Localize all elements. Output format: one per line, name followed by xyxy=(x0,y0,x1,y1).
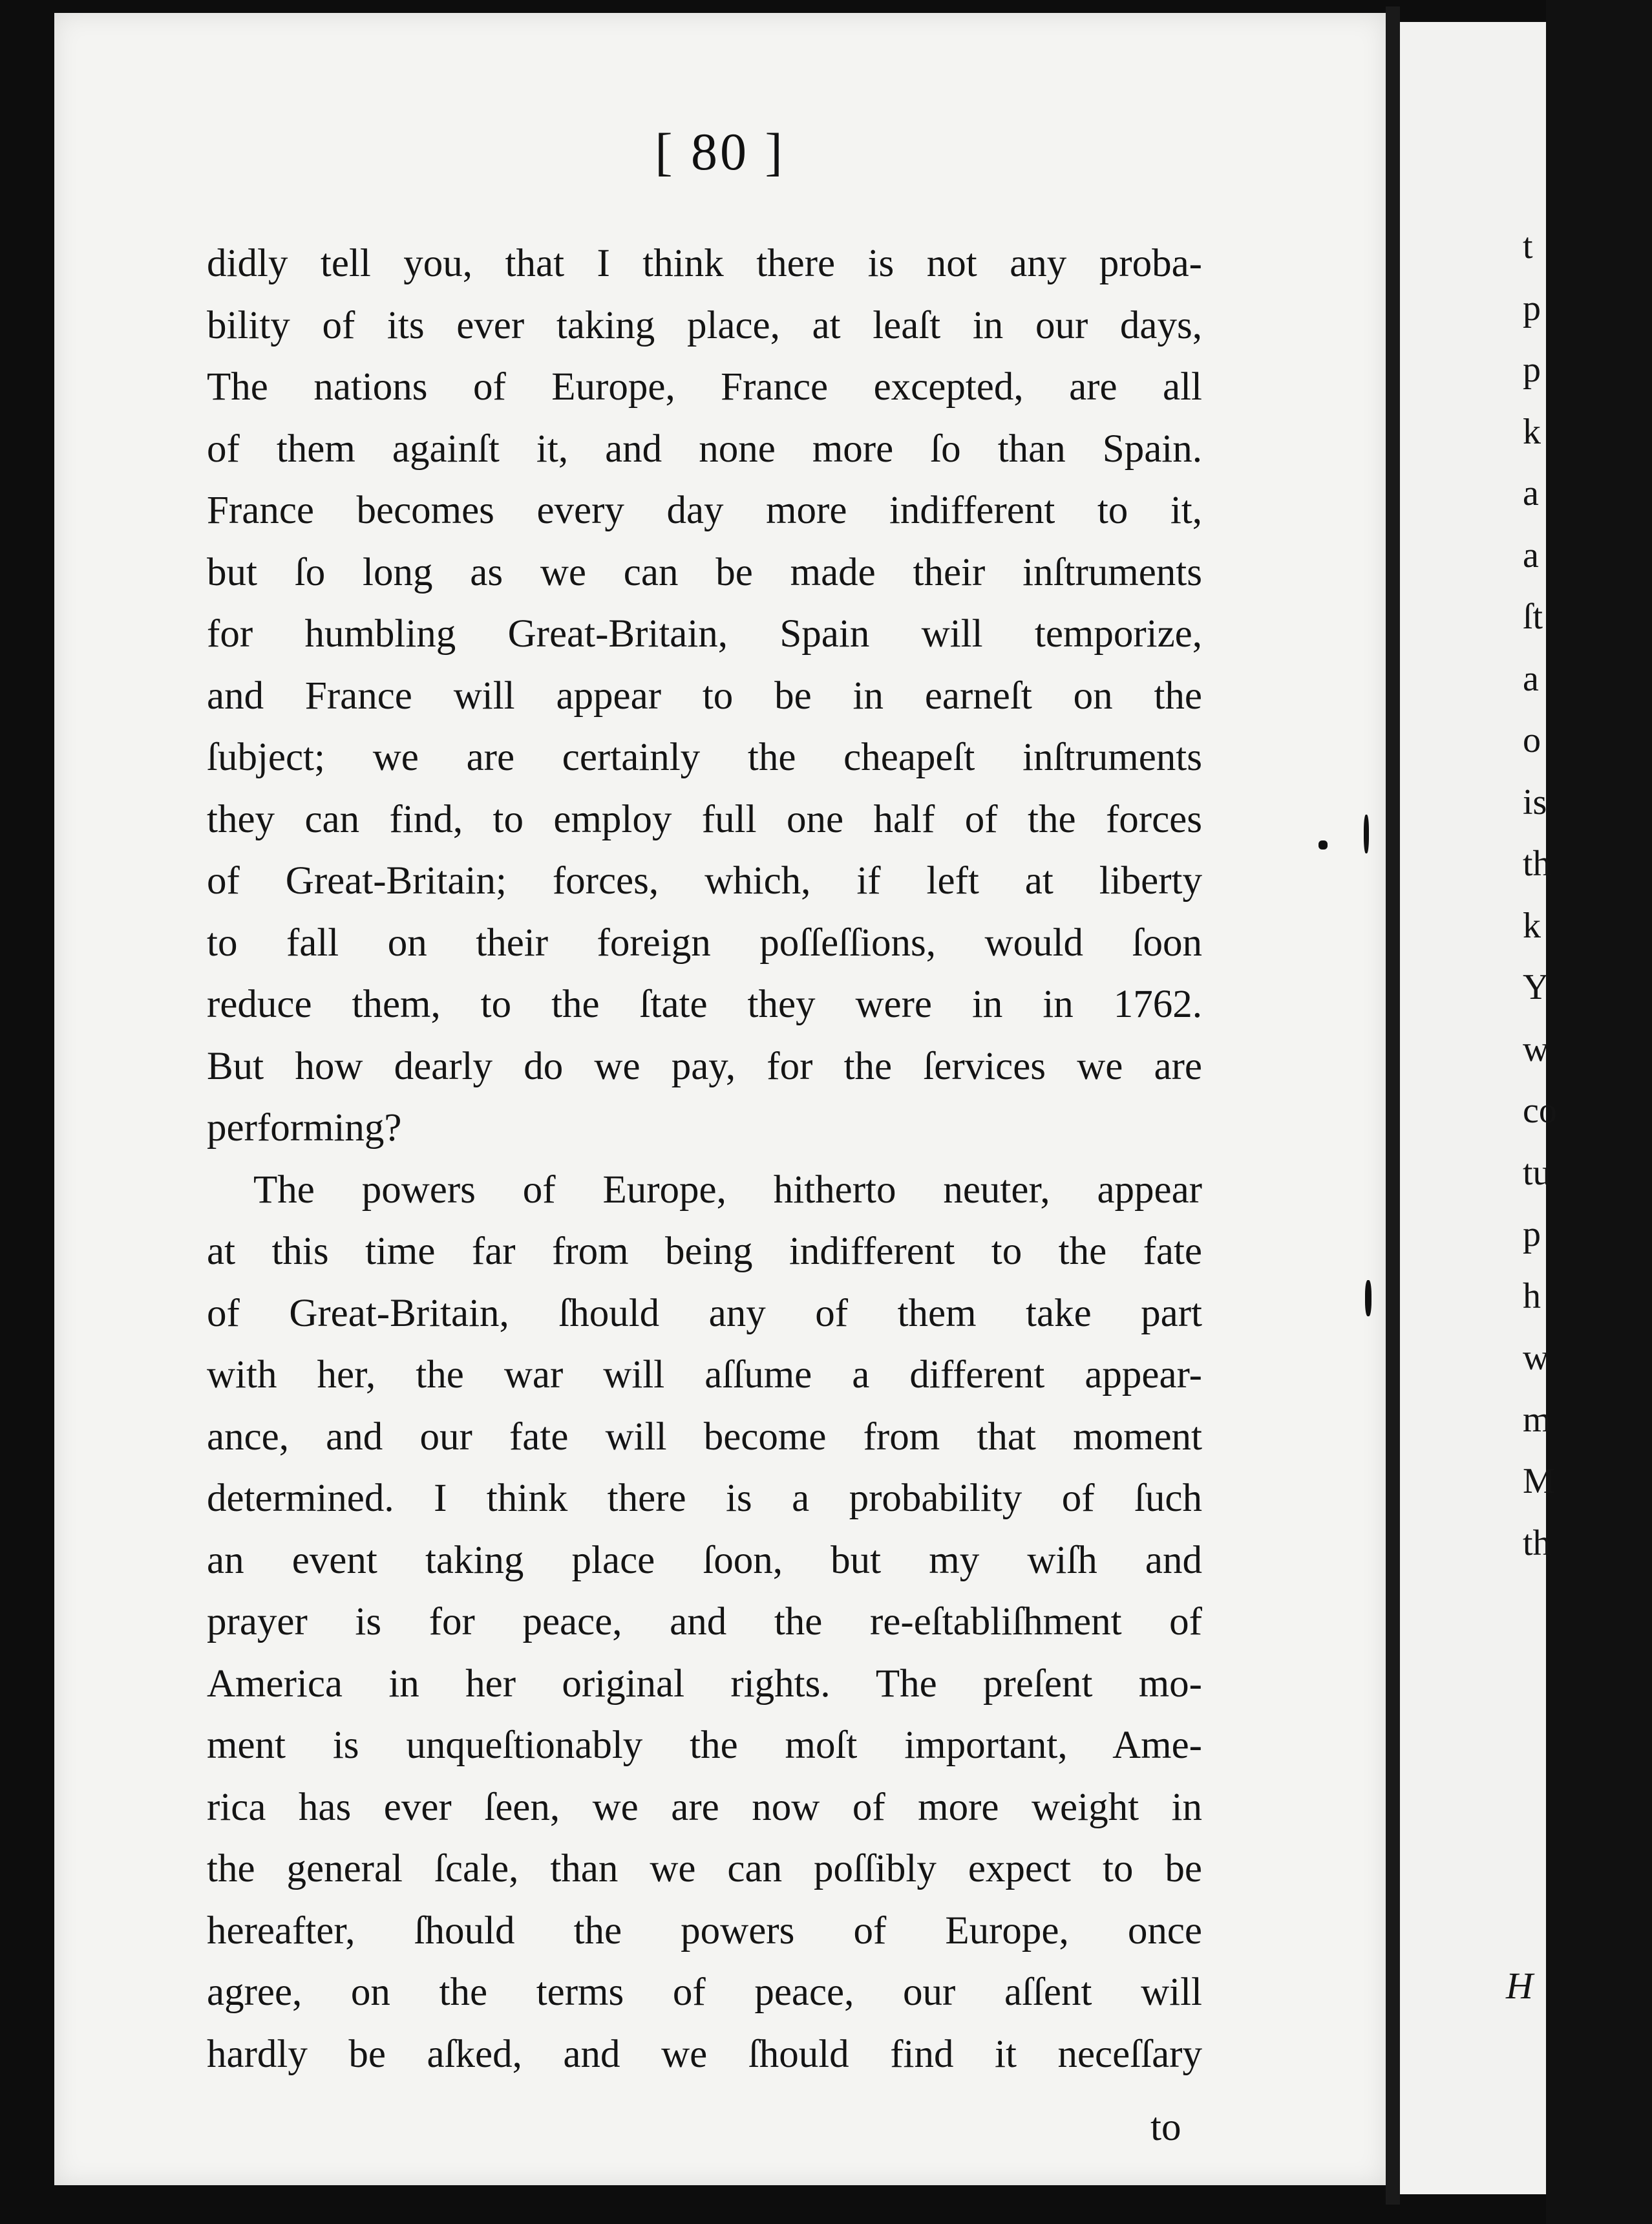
facing-page-text xyxy=(1523,216,1652,1574)
text-line: bility of its ever taking place, at leaſt in our days, xyxy=(207,303,1202,347)
ink-speck xyxy=(1318,840,1328,850)
book-page xyxy=(54,13,1386,2185)
text-line: but ſo long as we can be made their inſtruments xyxy=(207,550,1202,594)
facing-line: is xyxy=(1523,782,1547,822)
book-gutter xyxy=(1386,6,1400,2205)
facing-line: k xyxy=(1523,411,1541,452)
facing-line: a xyxy=(1523,658,1539,699)
text-line: ment is unqueſtionably the moſt important, Ame- xyxy=(207,1724,1202,1767)
facing-line: a xyxy=(1523,535,1539,575)
facing-line: th xyxy=(1523,1523,1551,1563)
text-line: prayer is for peace, and the re-eſtabliſhment of xyxy=(207,1600,1202,1643)
facing-line: p xyxy=(1523,350,1541,390)
text-line: hardly be aſked, and we ſhould find it neceſſary xyxy=(207,2032,1202,2076)
facing-line: ſt xyxy=(1523,597,1543,637)
text-line: agree, on the terms of peace, our aſſent will xyxy=(207,1971,1202,2014)
body-text xyxy=(207,233,1202,2085)
text-line: the general ſcale, than we can poſſibly expect to be xyxy=(207,1847,1202,1890)
text-line: ance, and our fate will become from that moment xyxy=(207,1415,1202,1459)
text-line: The powers of Europe, hitherto neuter, appear xyxy=(253,1168,1202,1212)
facing-line: t xyxy=(1523,226,1533,266)
text-line: to fall on their foreign poſſeſſions, would ſoon xyxy=(207,921,1202,965)
text-line: hereafter, ſhould the powers of Europe, once xyxy=(207,1909,1202,1952)
text-line: performing? xyxy=(207,1106,402,1149)
facing-line: th xyxy=(1523,844,1551,884)
text-line: America in her original rights. The preſent mo- xyxy=(207,1662,1202,1705)
text-line: at this time far from being indifferent to the fate xyxy=(207,1230,1202,1273)
text-line: The nations of Europe, France excepted, are all xyxy=(207,365,1202,409)
facing-line: h xyxy=(1523,1276,1541,1316)
text-line: But how dearly do we pay, for the ſervices we are xyxy=(207,1044,1202,1088)
ink-speck xyxy=(1364,815,1369,853)
text-line: with her, the war will aſſume a different appear- xyxy=(207,1353,1202,1396)
text-line: determined. I think there is a probability of ſuch xyxy=(207,1477,1202,1520)
facing-line: k xyxy=(1523,905,1541,946)
text-line: and France will appear to be in earneſt on the xyxy=(207,674,1202,718)
facing-line: o xyxy=(1523,720,1541,760)
facing-line: p xyxy=(1523,1214,1541,1254)
text-line: of Great-Britain, ſhould any of them take part xyxy=(207,1291,1202,1335)
facing-line: w xyxy=(1523,1029,1549,1069)
text-line: an event taking place ſoon, but my wiſh and xyxy=(207,1538,1202,1582)
ink-speck xyxy=(1365,1280,1371,1316)
facing-line: M xyxy=(1523,1461,1555,1501)
text-line: they can find, to employ full one half of the forces xyxy=(207,797,1202,841)
text-line: of Great-Britain; forces, which, if left at liberty xyxy=(207,859,1202,903)
facing-line: Y xyxy=(1523,967,1549,1007)
facing-line: p xyxy=(1523,288,1541,328)
facing-line: tu xyxy=(1523,1152,1551,1193)
facing-line: m xyxy=(1523,1399,1551,1440)
catchword: to xyxy=(1150,2106,1181,2149)
facing-line: a xyxy=(1523,473,1539,513)
text-line: didly tell you, that I think there is not any proba- xyxy=(207,242,1202,285)
text-line: rica has ever ſeen, we are now of more weight in xyxy=(207,1785,1202,1829)
text-line: of them againſt it, and none more ſo than Spain. xyxy=(207,427,1202,471)
facing-line: co xyxy=(1523,1091,1557,1131)
facing-page xyxy=(1400,22,1557,2194)
facing-line: w xyxy=(1523,1338,1549,1378)
text-line: France becomes every day more indifferent to it, xyxy=(207,489,1202,532)
facing-page-footer: H xyxy=(1506,1965,1533,2007)
text-line: reduce them, to the ſtate they were in in 1762. xyxy=(207,983,1202,1026)
text-line: for humbling Great-Britain, Spain will temporize, xyxy=(207,612,1202,656)
page-number: [ 80 ] xyxy=(655,122,785,181)
text-line: ſubject; we are certainly the cheapeſt inſtruments xyxy=(207,736,1202,779)
